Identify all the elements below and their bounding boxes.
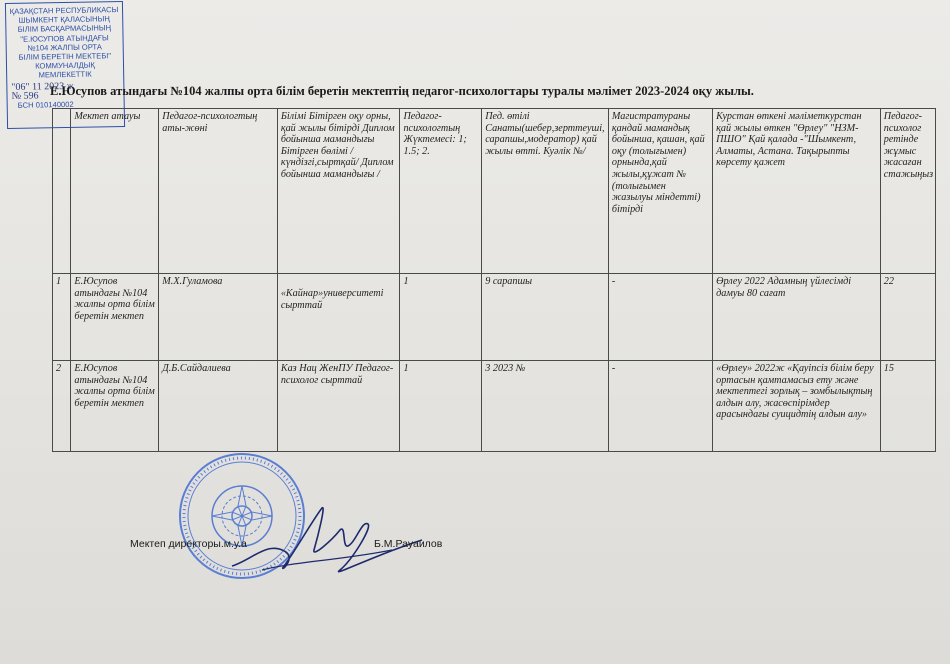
stamp-line: "Е.ЮСУПОВ АТЫНДАҒЫ <box>20 32 109 44</box>
psychologists-table <box>52 108 936 452</box>
stamp-line: №104 ЖАЛПЫ ОРТА <box>27 42 103 53</box>
row-number: 1 <box>53 274 71 361</box>
school-cell: Е.Юсупов атындағы №104 жалпы орта білім беретін мектеп <box>71 361 159 452</box>
school-cell: Е.Юсупов атындағы №104 жалпы орта білім беретін мектеп <box>71 274 159 361</box>
header-cell: Педагог-психологтың Жүктемесі: 1; 1.5; 2. <box>400 109 482 274</box>
stamp-line: ҚАЗАҚСТАН РЕСПУБЛИКАСЫ <box>9 5 119 16</box>
header-cell: Мектеп атауы <box>71 109 159 274</box>
signer-title: Мектеп директоры.м.у.а <box>130 538 247 550</box>
category-cell: 3 2023 № <box>482 361 609 452</box>
education-cell: «Кайнар»университеті сырттай <box>277 274 400 361</box>
stamp-bsn: БСН 010140002 <box>17 99 74 110</box>
stamp-date: "06" 11 2023 ж <box>11 80 74 93</box>
stamp-number: № 596 <box>11 90 39 102</box>
header-cell: Курстан өткені мәліметкурстан қай жылы өткен "Өрлеу" "НЗМ-ПШО" Қай қалада -"Шымкент, Алматы, Астана. Тақырыпты көрсету қажет <box>713 109 881 274</box>
header-cell: Педагог-психологтың аты-жөні <box>159 109 278 274</box>
stamp-line: БІЛІМ БАСҚАРМАСЫНЫҢ <box>17 23 112 35</box>
masters-cell: - <box>608 274 712 361</box>
header-cell: Магистратураны қандай мамандық бойынша, қашан, қай оқу (толығымен) орнында,қай жылы,құжат № (толығымен жазылуы міндетті) бітірді <box>608 109 712 274</box>
name-cell: М.Х.Гуламова <box>159 274 278 361</box>
document-title: Е.Юсупов атындағы №104 жалпы орта білім беретін мектептің педагог-психологтары туралы мәлімет 2023-2024 оқу жылы. <box>50 84 754 98</box>
education-cell: Каз Нац ЖенПУ Педагог- психолог сырттай <box>277 361 400 452</box>
category-cell: 9 сарапшы <box>482 274 609 361</box>
stamp-line: БІЛІМ БЕРЕТІН МЕКТЕБІ" <box>18 51 112 62</box>
courses-cell: Өрлеу 2022 Адамның үйлесімді дамуы 80 сағат <box>713 274 881 361</box>
load-cell: 1 <box>400 361 482 452</box>
header-cell: Пед. өтілі Санаты(шебер,зерттеуші, сарапшы,модератор) қай жылы өтті. Куәлік №/ <box>482 109 609 274</box>
header-cell <box>53 109 71 274</box>
experience-cell: 15 <box>880 361 935 452</box>
courses-cell: «Өрлеу» 2022ж «Қауіпсіз білім беру ортасын қамтамасыз ету және мектептегі зорлық – зомбылықтың алдын алу, жасөспірімдер арасындағы суицидтің алдын алу» <box>713 361 881 452</box>
experience-cell: 22 <box>880 274 935 361</box>
load-cell: 1 <box>400 274 482 361</box>
table-header-row <box>53 109 936 274</box>
table-row <box>53 361 936 452</box>
name-cell: Д.Б.Сайдалиева <box>159 361 278 452</box>
masters-cell: - <box>608 361 712 452</box>
signer-name: Б.М.Рауаилов <box>374 538 443 550</box>
stamp-line: ШЫМКЕНТ ҚАЛАСЫНЫҢ <box>18 14 110 26</box>
header-cell: Білімі Бітірген оқу орны, қай жылы бітірді Диплом бойынша мамандығы Бітірген бөлімі /күндізгі,сыртқай/ Диплом бойынша мамандығы / <box>277 109 400 274</box>
stamp-line: МЕМЛЕКЕТТІК <box>38 69 92 80</box>
stamp-line: КОММУНАЛДЫҚ <box>35 60 95 71</box>
row-number: 2 <box>53 361 71 452</box>
header-cell: Педагог-психолог ретінде жұмыс жасаған стажыңыз <box>880 109 935 274</box>
table-row <box>53 274 936 361</box>
